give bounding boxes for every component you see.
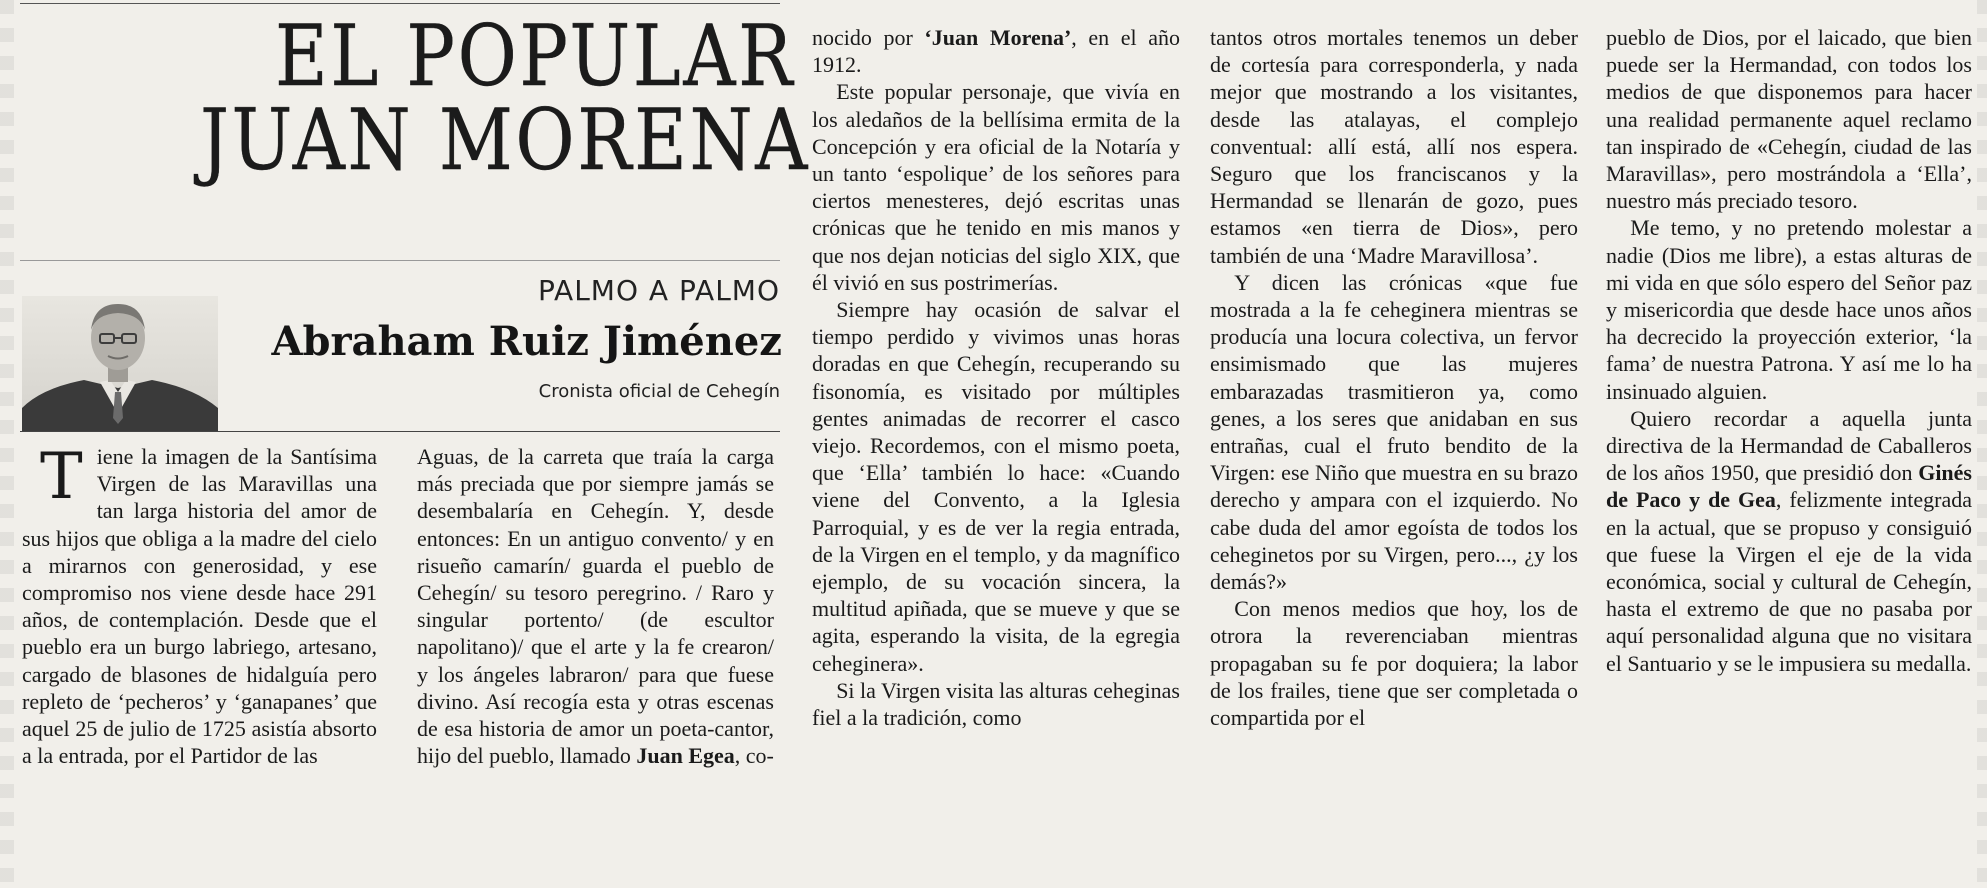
paragraph: Siempre hay ocasión de salvar el tiempo perdido y vivimos unas horas doradas en que Cehegín, recuperando su fisonomía, es visitado por múltiples gentes animadas de recorrer el casco viejo. Recordemos, con el mismo poeta, que ‘Ella’ también lo hace: «Cuando viene del Convento, a la Iglesia Parroquial, y es de ver la regia entrada, de la Virgen en el templo, y da magnífico ejemplo, de su vocación sincera, la multitud apiñada, que se mueve y que se agita, esperando la visita, de la egregia ceheginera». (812, 297, 1180, 676)
paragraph-text: Aguas, de la carreta que traía la carga más preciada que por siempre jamás se desembalaría en Cehegín. Y, desde entonces: En un antiguo convento/ y en risueño camarín/ guarda el pueblo de Cehegín/ su tesoro peregrino. / Raro y singular portento/ (de escultor napolitano)/ que el arte y la fe crearon/ y los ángeles labraron/ para que fuese divino. Así recogía esta y otras escenas de esa historia de amor un poeta-cantor, hijo del pueblo, llamado (417, 444, 774, 769)
paragraph (22, 440, 377, 769)
top-rule (20, 3, 780, 4)
paragraph: Este popular personaje, que vivía en los aledaños de la bellísima ermita de la Concepción y era oficial de la Notaría y un tanto ‘espolique’ de los señores para ciertos menesteres, dejó escritas unas crónicas que he tenido en mis manos y que nos dejan noticias del siglo XIX, que él vivió en sus postrimerías. (812, 79, 1180, 295)
bleed-through-left (0, 0, 14, 888)
paragraph: Y dicen las crónicas «que fue mostrada a la fe ceheginera mientras se producía una locura colectiva, un fervor ensimismado que las mujeres embarazadas trasmitieron ya, como genes, a los seres que anidaban en sus entrañas, cual el fruto bendito de la Virgen: ese Niño que muestra en su brazo derecho y ampara con el izquierdo. No cabe duda del amor egoísta de todos los ceheginetos por su Virgen, pero..., ¿y los demás?» (1210, 269, 1578, 595)
paragraph: pueblo de Dios, por el laicado, que bien puede ser la Hermandad, con todos los medios de que disponemos para hacer una realidad permanente aquel reclamo tan inspirado de «Cehegín, ciudad de las Maravillas», pero mostrándola a ‘Ella’, nuestro más preciado tesoro. (1606, 25, 1972, 214)
bold-name: Juan Egea (636, 743, 735, 769)
article-column-1 (22, 440, 377, 769)
paragraph (812, 24, 1180, 78)
paragraph: Me temo, y no pretendo molestar a nadie (Dios me libre), a estas alturas de mi vida en que sólo espero del Señor paz y misericordia que desde hace unos años ha decrecido la proyección exterior, ‘la fama’ de nuestra Patrona. Y así me lo ha insinuado alguien. (1606, 215, 1972, 404)
paragraph (417, 443, 774, 769)
paragraph-text: Quiero recordar a aquella junta directiva de la Hermandad de Caballeros de los años 1950, que presidió don (1606, 405, 1972, 486)
byline-rule (20, 431, 780, 432)
bold-name: ‘Juan Morena’ (924, 25, 1072, 50)
bleed-through-right (1977, 0, 1987, 888)
paragraph: Si la Virgen visita las alturas ceheginas fiel a la tradición, como (812, 677, 1180, 731)
portrait-image (22, 296, 218, 431)
author-name: Abraham Ruiz Jiménez (271, 318, 782, 365)
article-column-4 (1210, 24, 1578, 731)
article-column-3 (812, 24, 1180, 731)
drop-cap: T (40, 440, 83, 514)
paragraph-text: nocido por (812, 25, 925, 50)
paragraph-text: , co- (734, 743, 774, 769)
paragraph-text: iene la imagen de la Santísima Virgen de las Maravillas una tan larga historia del amor de sus hijos que obliga a la madre del cielo a mirarnos con generosidad, y ese compromiso nos viene desde hace 291 años, de contemplación. Desde que el pueblo era un burgo labriego, artesano, cargado de blasones de hidalguía pero repleto de ‘pecheros’ y ‘ganapanes’ que aquel 25 de julio de 1725 asistía absorto a la entrada, por el Partidor de las (22, 444, 377, 769)
article-column-2 (417, 443, 774, 769)
headline (195, 7, 811, 189)
paragraph-text: , en el año 1912. (812, 25, 1181, 78)
paragraph: Con menos medios que hoy, los de otrora la reverenciaban mientras propagaban su fe por doquiera; la labor de los frailes, tiene que ser completada o compartida por el (1210, 596, 1578, 731)
headline-divider (20, 260, 780, 261)
headline-line-1: EL POPULAR (275, 7, 796, 105)
paragraph (1606, 405, 1972, 677)
paragraph: tantos otros mortales tenemos un deber de cortesía para corresponderla, y nada mejor que mostrando a los visitantes, desde las atalayas, el complejo conventual: allí está, allí nos espera. Seguro que los franciscanos y la Hermandad se llenarán de gozo, pues estamos «en tierra de Dios», pero también de una ‘Madre Maravillosa’. (1210, 25, 1578, 268)
article-column-5 (1606, 24, 1972, 677)
author-portrait-photo (22, 296, 218, 431)
author-role: Cronista oficial de Cehegín (538, 381, 780, 402)
headline-line-2: JUAN MORENA (200, 91, 811, 189)
bold-name: Ginés de Paco y de Gea (1606, 460, 1972, 513)
section-label: PALMO A PALMO (537, 274, 780, 307)
paragraph-text: , felizmente integrada en la actual, que se propuso y consiguió que fuese la Virgen el eje de la vida económica, social y cultural de Cehegín, hasta el extremo de que no pasaba por aquí personalidad alguna que no visitara el Santuario y se le impusiera su medalla. (1606, 487, 1972, 676)
